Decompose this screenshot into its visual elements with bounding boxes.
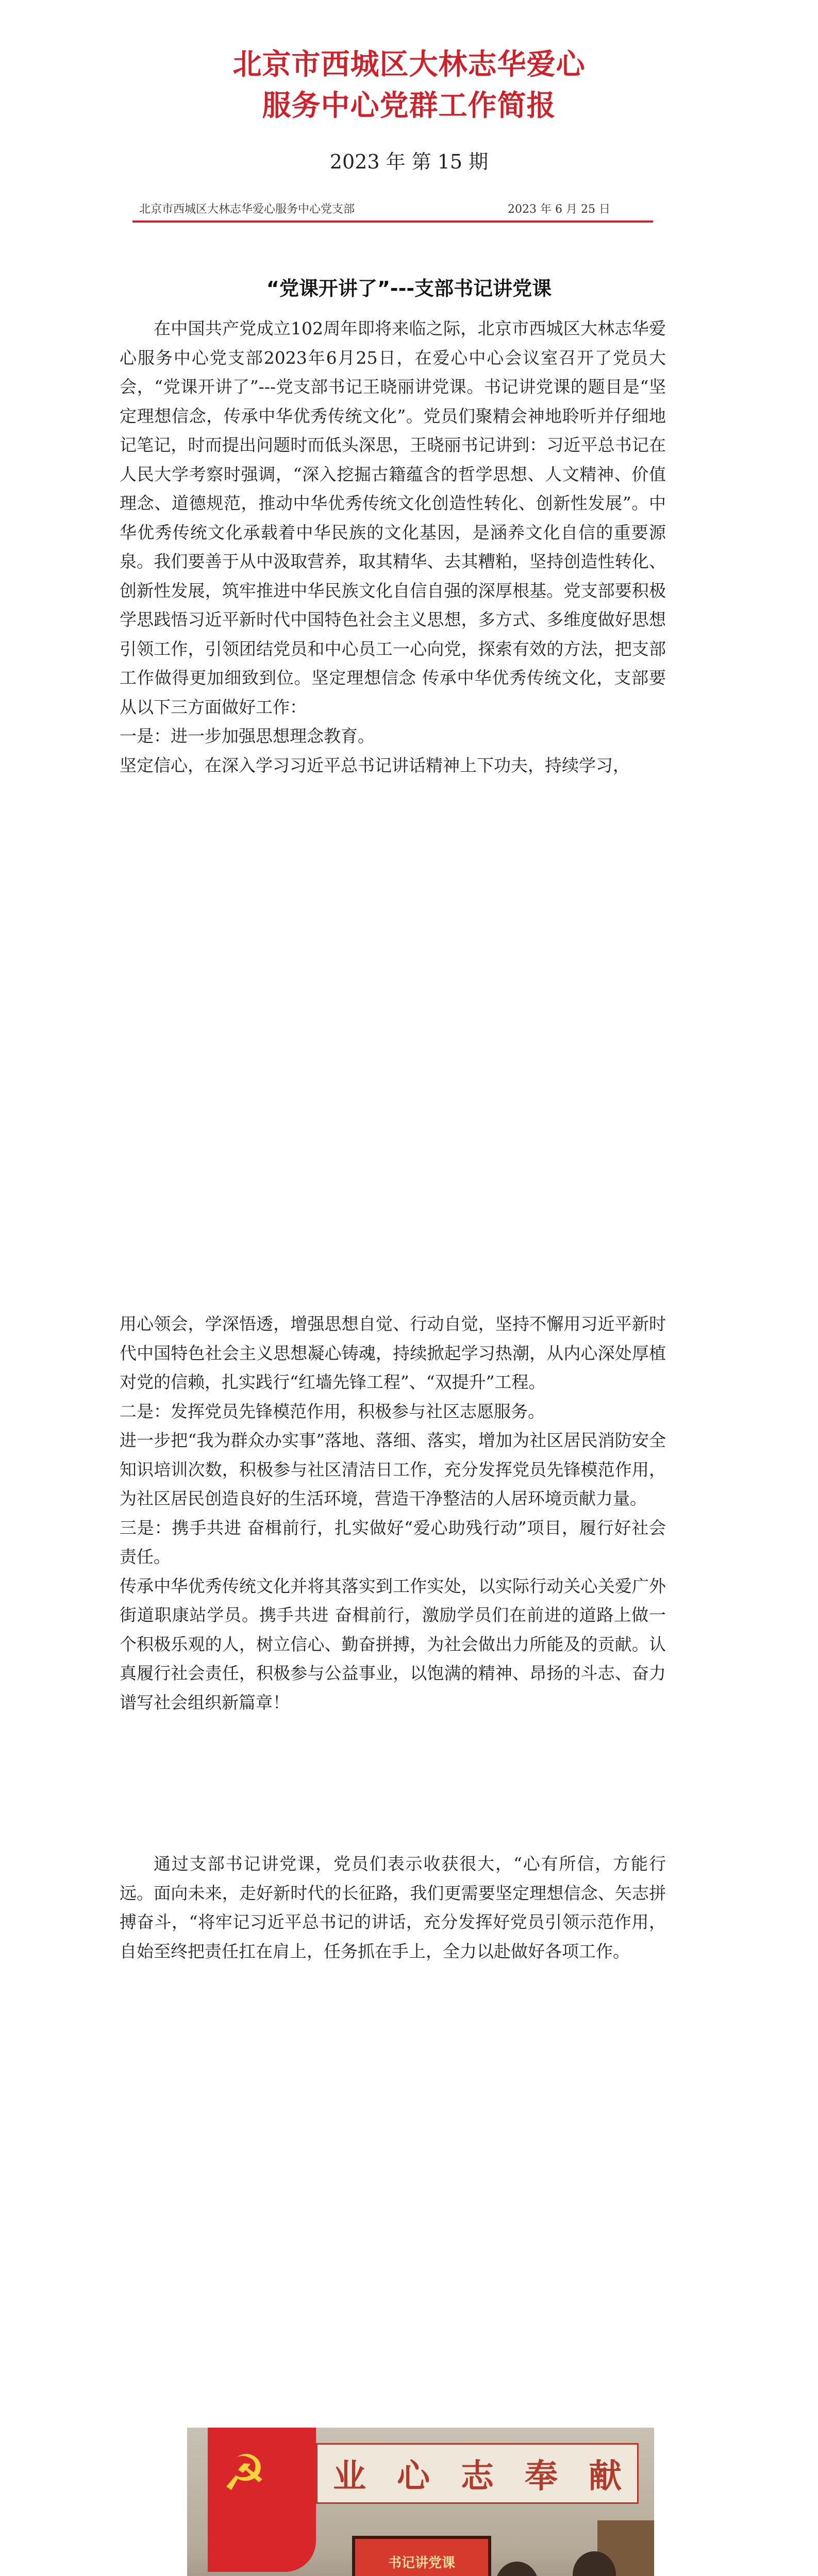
article-paragraph: 一是：进一步加强思想理念教育。 (120, 726, 375, 746)
article-paragraph: 通过支部书记讲党课，党员们表示收获很大，“心有所信，方能行远。面向未来，走好新时代的长征路，我们更需要坚定理想信念、矢志拼搏奋斗，“将牢记习近平总书记的讲话，充分发挥好党员引领示范作用，自始至终把责任扛在肩上，任务抓在手上，全力以赴做好各项工作。 (120, 1854, 666, 1961)
party-flag (208, 2428, 316, 2572)
article-body-part2 (120, 1310, 666, 1717)
masthead-title-line2: 服务中心党群工作简报 (262, 89, 556, 123)
article-paragraph: 三是：携手共进 奋楫前行，扎实做好“爱心助残行动”项目，履行好社会责任。 (120, 1517, 666, 1567)
article-paragraph: 坚定信心，在深入学习习近平总书记讲话精神上下功夫，持续学习， (120, 755, 630, 775)
bulletin-masthead (0, 44, 818, 126)
article-paragraph: 进一步把“我为群众办实事”落地、落细、落实，增加为社区居民消防安全知识培训次数，积极参与社区清洁日工作，充分发挥党员先锋模范作用，为社区居民创造良好的生活环境，营造干净整洁的人居环境贡献力量。 (120, 1430, 666, 1509)
banner-character: 献 (589, 2457, 622, 2496)
meeting-photo (187, 2428, 654, 2576)
screen-title: 书记讲党课 (388, 2555, 455, 2571)
issue-number: 2023 年 第 15 期 (329, 150, 489, 173)
article-title: “党课开讲了”---支部书记讲党课 (266, 277, 552, 300)
presentation-screen (352, 2536, 491, 2576)
article-paragraph: 传承中华优秀传统文化并将其落实到工作实处，以实际行动关心关爱广外街道职康站学员。携手共进 奋楫前行，激励学员们在前进的道路上做一个积极乐观的人，树立信心、勤奋拼搏，为社会做出力所能及的贡献。认真履行社会责任，积极参与公益事业，以饱满的精神、昂扬的斗志、奋力谱写社会组织新篇章！ (120, 1575, 666, 1713)
article-paragraph: 在中国共产党成立102周年即将来临之际，北京市西城区大林志华爱心服务中心党支部2023年6月25日，在爱心中心会议室召开了党员大会，“党课开讲了”---党支部书记王晓丽讲党课。书记讲党课的题目是“坚定理想信念，传承中华优秀传统文化”。党员们聚精会神地聆听并仔细地记笔记，时而提出问题时而低头深思，王晓丽书记讲到：习近平总书记在人民大学考察时强调，“深入挖掘古籍蕴含的哲学思想、人文精神、价值理念、道德规范，推动中华优秀传统文化创造性转化、创新性发展”。中华优秀传统文化承载着中华民族的文化基因，是涵养文化自信的重要源泉。我们要善于从中汲取营养，取其精华、去其糟粕，坚持创造性转化、创新性发展，筑牢推进中华民族文化自信自强的深厚根基。党支部要积极学思践悟习近平新时代中国特色社会主义思想，多方式、多维度做好思想引领工作，引领团结党员和中心员工一心向党，探索有效的方法，把支部工作做得更加细致到位。坚定理想信念 传承中华优秀传统文化，支部要从以下三方面做好工作： (120, 318, 666, 717)
banner-character: 心 (397, 2457, 430, 2496)
article-paragraph: 用心领会，学深悟透，增强思想自觉、行动自觉，坚持不懈用习近平新时代中国特色社会主义思想凝心铸魂，持续掀起学习热潮，从内心深处厚植对党的信赖，扎实践行“红墙先锋工程”、“双提升”工程。 (120, 1314, 666, 1392)
issuing-organization: 北京市西城区大林志华爱心服务中心党支部 (139, 203, 355, 216)
banner-character: 奉 (525, 2457, 558, 2496)
article-body-part3 (120, 1850, 666, 1966)
issue-date: 2023 年 6 月 25 日 (508, 203, 610, 216)
banner-character: 志 (461, 2457, 494, 2496)
attendee-head (495, 2562, 539, 2576)
article-body-part1 (120, 314, 666, 780)
article-paragraph: 二是：发挥党员先锋模范作用，积极参与社区志愿服务。 (120, 1401, 545, 1421)
masthead-divider (132, 221, 653, 223)
hammer-sickle-icon: ☭ (222, 2444, 267, 2502)
banner-character: 业 (333, 2457, 366, 2496)
masthead-title-line1: 北京市西城区大林志华爱心 (232, 47, 586, 81)
wall-banner (316, 2443, 639, 2504)
